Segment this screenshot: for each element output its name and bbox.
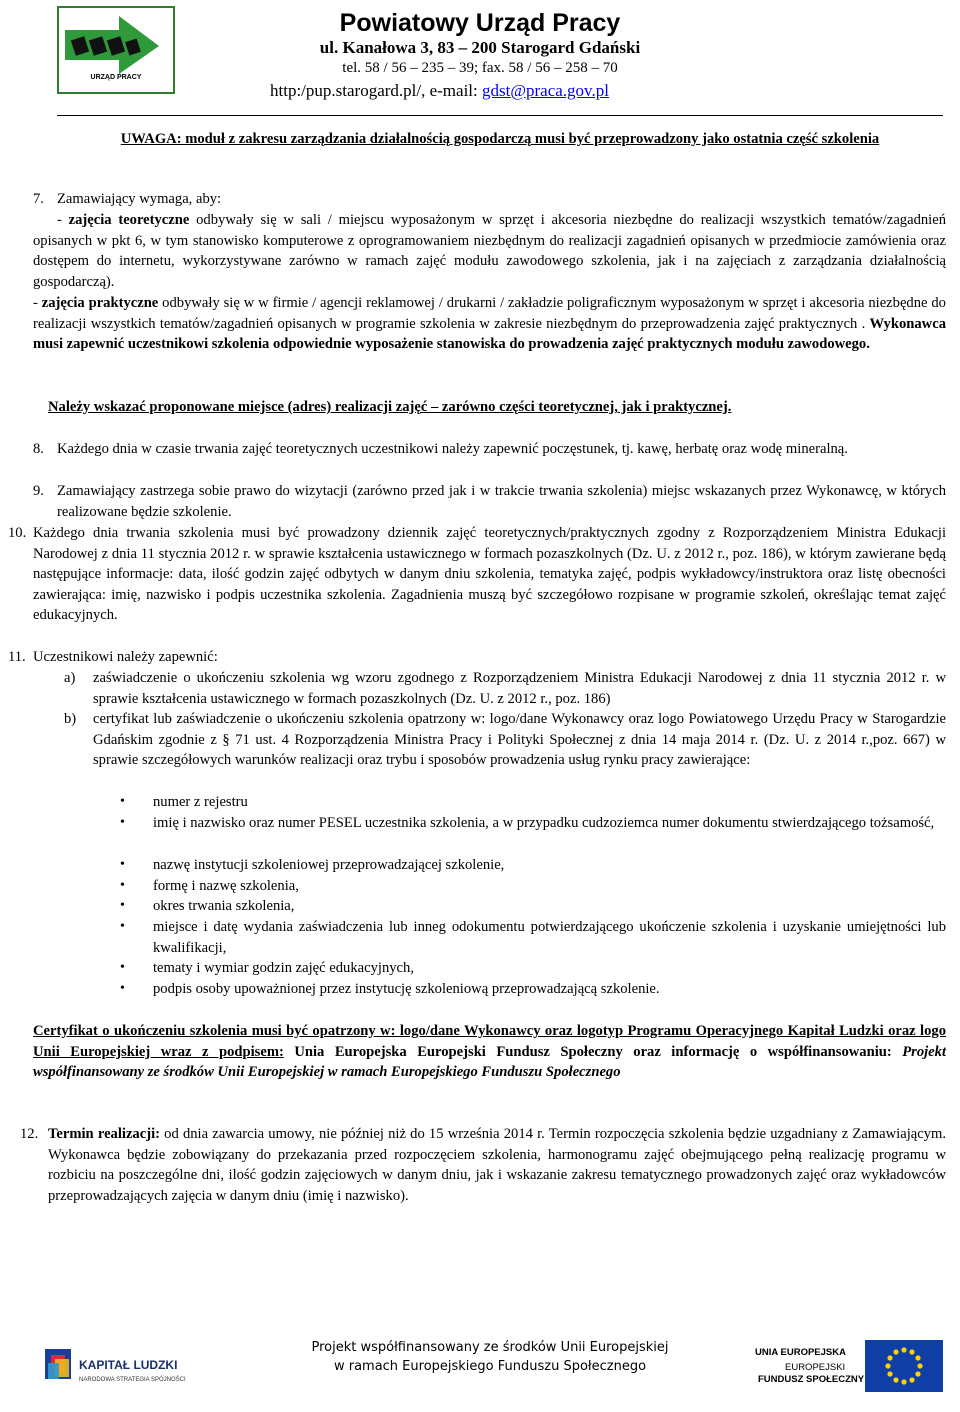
bullet-item: okres trwania szkolenia, <box>153 898 295 914</box>
item-7-number: 7. <box>33 191 44 207</box>
item-11-a-text: zaświadczenie o ukończeniu szkolenia wg wzoru zgodnego z Rozporządzeniem Ministra Edukacji Narodowej z dnia 11 stycznia 2012 r. w sprawie kształcenia ustawicznego w formach pozaszkolnych (Dz. U. z 2012 r., poz. 186) <box>93 670 946 707</box>
item-8-text: Każdego dnia w czasie trwania zajęć teoretycznych uczestnikowi należy zapewnić poczęstunek, tj. kawę, herbatę oraz wodę mineralną. <box>57 441 848 457</box>
item-10-number: 10. <box>8 525 27 541</box>
item-11-number: 11. <box>8 649 26 665</box>
bullet-item: numer z rejestru <box>153 794 248 810</box>
bullet-icon: • <box>120 919 125 934</box>
bullet-item: nazwę instytucji szkoleniowej przeprowadzającej szkolenie, <box>153 857 505 873</box>
module-warning: UWAGA: moduł z zakresu zarządzania działalnością gospodarczą musi być przeprowadzony jako ostatnia część szkolenia <box>120 131 880 147</box>
office-web <box>270 80 609 102</box>
certificate-underlined: Certyfikat o ukończeniu szkolenia musi być opatrzony w: logo/dane Wykonawcy oraz logotyp Programu Operacyjnego Kapitał Ludzki oraz logo Unii Europejskiej wraz z podpisem: <box>33 1023 946 1060</box>
bullet-icon: • <box>120 960 125 975</box>
certificate-requirement <box>33 1021 946 1083</box>
pup-logo <box>57 6 175 94</box>
email-link[interactable]: gdst@praca.gov.pl <box>482 81 609 100</box>
location-note: Należy wskazać proponowane miejsce (adres) realizacji zajęć – zarówno części teoretycznej, jak i praktycznej. <box>48 399 732 415</box>
item-9-number: 9. <box>33 483 44 499</box>
item-7-lead: Zamawiający wymaga, aby: <box>57 191 222 207</box>
item-11-a-label: a) <box>64 670 76 686</box>
certificate-italic: Projekt współfinansowany ze środków Unii Europejskiej w ramach Europejskiego Funduszu Społecznego <box>33 1043 946 1080</box>
practice-label: zajęcia praktyczne <box>41 295 159 311</box>
item-12-label: Termin realizacji: <box>48 1126 160 1142</box>
item-10-text: Każdego dnia trwania szkolenia musi być prowadzony dziennik zajęć teoretycznych/praktycznych zgodny z Rozporządzeniem Ministra Edukacji Narodowej z dnia 11 stycznia 2012 r. w sprawie kształcenia ustawicznego w formach pozaszkolnych (Dz. U. z 2012 r., poz. 186), w którym zawierane będą następujące informacje: data, ilość godzin zajęć odbytych w danym dniu szkolenia, tematyka zajęć, podpis wykładowcy/instruktora oraz listę obecności zawierająca: imię, nazwisko i podpis uczestnika szkolenia. Zagadnienia muszą być szczegółowo rozpisane w programie szkoleń, określając temat zajęć edukacyjnych. <box>33 525 946 623</box>
item-8-number: 8. <box>33 441 44 457</box>
eu-name: UNIA EUROPEJSKA <box>755 1347 846 1358</box>
bullet-icon: • <box>120 857 125 872</box>
bullet-item: podpis osoby upoważnionej przez instytucję szkoleniową przeprowadzającą szkolenie. <box>153 981 660 997</box>
item-11-lead: Uczestnikowi należy zapewnić: <box>33 649 218 665</box>
item-11-b-label: b) <box>64 711 77 727</box>
item-11-b-text: certyfikat lub zaświadczenie o ukończeniu szkolenia opatrzony w: logo/dane Wykonawcy oraz logo Powiatowego Urzędu Pracy w Starogardzie Gdańskim zgodnie z § 71 ust. 4 Rozporządzenia Ministra Pracy i Polityki Społecznej z dnia 14 maja 2014 r. (Dz. U. z 2014 r.,poz. 667) w sprawie szczegółowych warunków realizacji oraz trybu i sposobów prowadzenia usług rynku pracy zawierające: <box>93 711 946 768</box>
bullet-item: tematy i wymiar godzin zajęć edukacyjnych, <box>153 960 414 976</box>
footer-line-2: w ramach Europejskiego Funduszu Społecznego <box>333 1359 647 1374</box>
office-address: ul. Kanałowa 3, 83 – 200 Starogard Gdański <box>319 38 641 57</box>
eu-fund-line-1: EUROPEJSKI <box>785 1362 846 1373</box>
bullet-item: imię i nazwisko oraz numer PESEL uczestnika szkolenia, a w przypadku cudzoziemca numer dokumentu stwierdzającego tożsamość, <box>153 815 935 831</box>
kl-subtitle: NARODOWA STRATEGIA SPÓJNOŚCI <box>79 1377 186 1383</box>
bullet-icon: • <box>120 794 125 809</box>
bullet-icon: • <box>120 815 125 830</box>
footer-cofinancing <box>300 1338 680 1376</box>
kl-title: KAPITAŁ LUDZKI <box>79 1358 178 1372</box>
item-12-body: od dnia zawarcia umowy, nie później niż do 15 września 2014 r. Termin rozpoczęcia szkolenia będzie uzgadniany z Zamawiającym. Wykonawca będzie zobowiązany do przekazania przed rozpoczęciem szkolenia, harmonogramu zajęć obejmującego pełną realizację programu w rozbiciu na poszczególne dni, ilość godzin zajęciowych w danym dniu, jak i wskazanie zakresu tematycznego prowadzonych zajęć oraz wykładowców przeprowadzających zajęcia w danym dniu (imię i nazwisko). <box>48 1126 947 1204</box>
bullet-item: formę i nazwę szkolenia, <box>153 878 299 894</box>
eu-fund-line-2: FUNDUSZ SPOŁECZNY <box>758 1374 865 1385</box>
item-9-text: Zamawiający zastrzega sobie prawo do wizytacji (zarówno przed jak i w trakcie trwania szkolenia) miejsc wskazanych przez Wykonawcę, w których realizowane będzie szkolenie. <box>57 483 946 520</box>
practice-bold: Wykonawca musi zapewnić uczestnikowi szkolenia odpowiednie wyposażenie stanowiska do prowadzenia zajęć praktycznych modułu zawodowego. <box>33 315 946 352</box>
theory-label: zajęcia teoretyczne <box>68 212 190 228</box>
item-12-text <box>48 1124 946 1206</box>
practice-text: odbywały się w w firmie / agencji reklamowej / drukarni / zakładzie poligraficznym wyposażonym w sprzęt i akcesoria niezbędne do realizacji wszystkich tematów/zagadnień opisanych w programie szkolenia w zakresie niezbędnym do przeprowadzenia zajęć praktycznych . <box>33 295 946 332</box>
bullet-icon: • <box>120 878 125 893</box>
web-address: http:/pup.starogard.pl/, e-mail: <box>270 81 482 100</box>
footer-line-1: Projekt współfinansowany ze środków Unii Europejskiej <box>311 1340 669 1355</box>
bullet-icon: • <box>120 898 125 913</box>
item-12-number: 12. <box>20 1126 39 1142</box>
item-7-theory: - zajęcia teoretyczne odbywały się w sali / miejscu wyposażonym w sprzęt i akcesoria niezbędne do realizacji wszystkich tematów/zagadnień opisanych w pkt 6, w tym stanowisko komputerowe z oprogramowaniem niezbędnym do realizacji zagadnień opisanych w przedmiocie zamówienia oraz dostępem do internetu, wykorzystywane zarówno w ramach zajęć modułu zawodowego szkolenia, jak i na zajęciach z zarządzania działalnością gospodarczą). <box>33 212 946 290</box>
header-divider <box>57 115 943 116</box>
certificate-bold: Unia Europejska Europejski Fundusz Społeczny oraz informację o współfinansowaniu: <box>283 1043 903 1060</box>
kapital-ludzki-logo <box>45 1343 185 1394</box>
logo-text: URZĄD PRACY <box>90 73 142 81</box>
bullet-icon: • <box>120 981 125 996</box>
office-phone: tel. 58 / 56 – 235 – 39; fax. 58 / 56 – 258 – 70 <box>342 60 618 76</box>
eu-flag-icon <box>865 1340 943 1392</box>
bullet-item: miejsce i datę wydania zaświadczenia lub inneg odokumentu potwierdzającego ukończenie szkolenia i uzyskanie umiejętności lub kwalifikacji, <box>153 919 946 956</box>
theory-text: odbywały się w sali / miejscu wyposażonym w sprzęt i akcesoria niezbędne do realizacji wszystkich tematów/zagadnień opisanych w pkt 6, w tym stanowisko komputerowe z oprogramowaniem niezbędnym do realizacji zagadnień opisanych w przedmiocie zamówienia oraz dostępem do internetu, wykorzystywane zarówno w ramach zajęć modułu zawodowego szkolenia, jak i na zajęciach z zarządzania działalnością gospodarczą). <box>33 212 946 290</box>
office-title: Powiatowy Urząd Pracy <box>339 9 621 37</box>
item-7-practice: - zajęcia praktyczne odbywały się w w firmie / agencji reklamowej / drukarni / zakładzie poligraficznym wyposażonym w sprzęt i akcesoria niezbędne do realizacji wszystkich tematów/zagadnień opisanych w programie szkolenia w zakresie niezbędnym do przeprowadzenia zajęć praktycznych . Wykonawca musi zapewnić uczestnikowi szkolenia odpowiednie wyposażenie stanowiska do prowadzenia zajęć praktycznych modułu zawodowego. <box>33 295 946 352</box>
